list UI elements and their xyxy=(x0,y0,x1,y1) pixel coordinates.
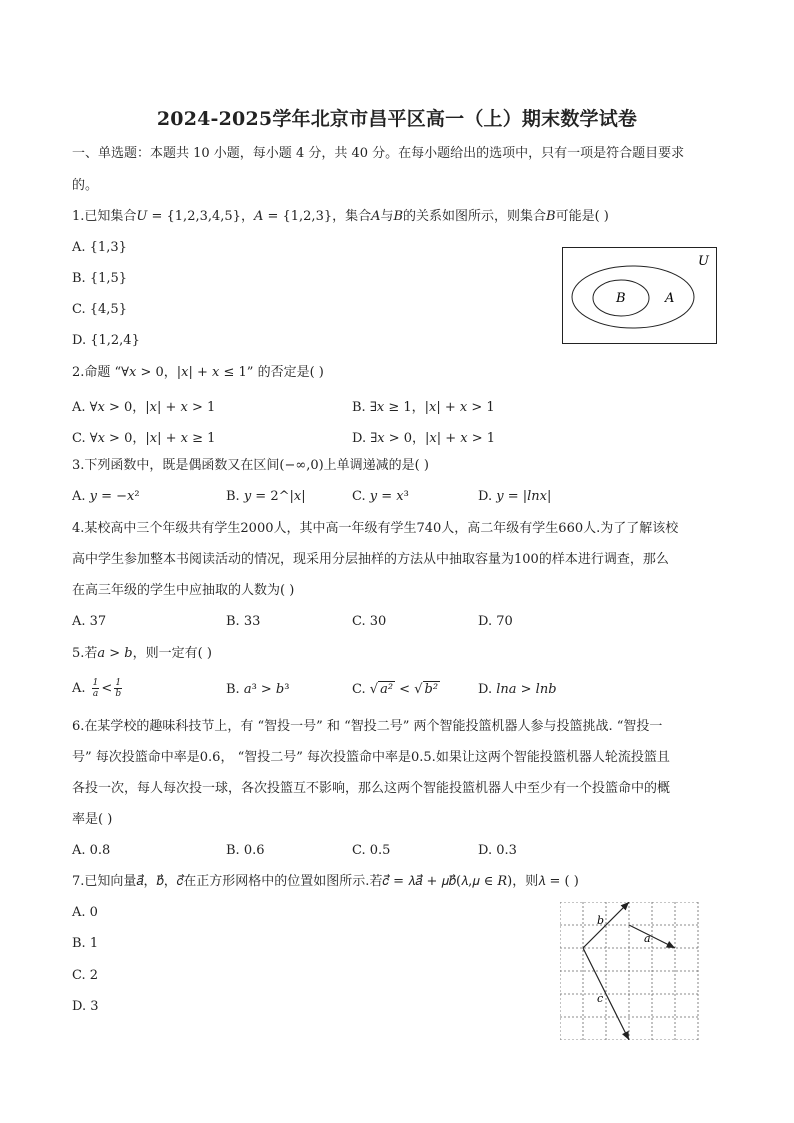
square-grid xyxy=(560,902,698,1040)
q6-option-d: D. 0.3 xyxy=(478,843,517,858)
q3-option-a: A. 𝑦 = −𝑥² xyxy=(72,489,140,504)
q5-option-c-label: C. xyxy=(352,682,366,697)
sqrt-sign-1: √ xyxy=(369,682,379,697)
q6-option-b: B. 0.6 xyxy=(226,843,265,858)
vector-b-label: b xyxy=(597,914,605,927)
vector-a-label: a xyxy=(644,932,651,945)
q1-option-d: D. {1,2,4} xyxy=(72,333,140,348)
question-2-text: 2.命题 “∀𝑥 > 0，|𝑥| + 𝑥 ≤ 1” 的否定是( ) xyxy=(72,365,324,380)
section-heading-cont: 的。 xyxy=(72,178,99,193)
q5-option-b: B. 𝑎³ > 𝑏³ xyxy=(226,682,290,697)
q7-option-b: B. 1 xyxy=(72,936,99,951)
q7-option-c: C. 2 xyxy=(72,968,99,983)
q4-option-b: B. 33 xyxy=(226,614,261,629)
q7-option-d: D. 3 xyxy=(72,999,99,1014)
q2-option-a: A. ∀𝑥 > 0，|𝑥| + 𝑥 > 1 xyxy=(72,400,216,415)
question-4-line-1: 4.某校高中三个年级共有学生2000人，其中高一年级有学生740人，高二年级有学生660人.为了了解该校 xyxy=(72,521,679,536)
universal-set-rect xyxy=(563,248,717,344)
q7-option-a: A. 0 xyxy=(72,905,98,920)
q1-option-a: A. {1,3} xyxy=(72,240,127,255)
q6-option-c: C. 0.5 xyxy=(352,843,391,858)
q4-option-a: A. 37 xyxy=(72,614,107,629)
q3-option-b: B. 𝑦 = 2^|𝑥| xyxy=(226,489,306,504)
q5-option-d: D. 𝑙𝑛𝑎 > 𝑙𝑛𝑏 xyxy=(478,682,557,697)
q2-option-c: C. ∀𝑥 > 0，|𝑥| + 𝑥 ≥ 1 xyxy=(72,431,216,446)
question-3-text: 3.下列函数中，既是偶函数又在区间(−∞,0)上单调递减的是( ) xyxy=(72,458,429,473)
q5-option-c xyxy=(352,682,440,697)
q2-option-b: B. ∃𝑥 ≥ 1，|𝑥| + 𝑥 > 1 xyxy=(352,400,495,415)
question-6-line-1: 6.在某学校的趣味科技节上，有 “智投一号” 和 “智投二号” 两个智能投篮机器人参与投篮挑战. “智投一 xyxy=(72,719,663,734)
q5-option-a-label: A. xyxy=(72,681,86,696)
vector-c-label: c xyxy=(597,992,604,1005)
q4-option-d: D. 70 xyxy=(478,614,513,629)
question-6-line-4: 率是( ) xyxy=(72,812,113,827)
question-6-line-2: 号” 每次投篮命中率是0.6， “智投二号” 每次投篮命中率是0.5.如果让这两个智能投篮机器人轮流投篮且 xyxy=(72,750,670,765)
q3-option-d: D. 𝑦 = |𝑙𝑛𝑥| xyxy=(478,489,552,504)
q5-option-a xyxy=(72,678,124,699)
sqrt-b-squared: b² xyxy=(424,682,439,697)
fraction-1-over-a: $\frac{1}{a}$ xyxy=(92,678,99,699)
question-5-text: 5.若𝑎 > 𝑏，则一定有( ) xyxy=(72,646,212,661)
question-4-line-2: 高中学生参加整本书阅读活动的情况，现采用分层抽样的方法从中抽取容量为100的样本进行调查，那么 xyxy=(72,552,669,567)
venn-label-b: B xyxy=(616,291,626,306)
less-than-c: < xyxy=(399,682,411,697)
vector-grid-diagram xyxy=(560,902,704,1040)
question-6-line-3: 各投一次，每人每次投一球，各次投篮互不影响，那么这两个智能投篮机器人中至少有一个投篮命中的概 xyxy=(72,781,671,796)
q1-option-c: C. {4,5} xyxy=(72,302,127,317)
q2-option-d: D. ∃𝑥 > 0，|𝑥| + 𝑥 > 1 xyxy=(352,431,496,446)
sqrt-a-squared: a² xyxy=(380,682,394,697)
question-1-text: 1.已知集合𝑈 = {1,2,3,4,5}，𝐴 = {1,2,3}，集合𝐴与𝐵的关系如图所示，则集合𝐵可能是( ) xyxy=(72,209,609,224)
venn-diagram xyxy=(562,247,718,345)
fraction-1-over-b: $\frac{1}{b}$ xyxy=(115,678,122,699)
venn-label-u: U xyxy=(698,254,709,269)
section-heading: 一、单选题：本题共 10 小题，每小题 4 分，共 40 分。在每小题给出的选项中，只有一项是符合题目要求 xyxy=(72,146,685,161)
sqrt-sign-2: √ xyxy=(414,682,423,697)
less-than: < xyxy=(101,681,113,696)
q6-option-a: A. 0.8 xyxy=(72,843,111,858)
question-7-text: 7.已知向量𝑎⃗，𝑏⃗，𝑐⃗在正方形网格中的位置如图所示.若𝑐⃗ = 𝜆𝑎⃗ + 𝜇𝑏⃗(𝜆,𝜇 ∈ 𝑅)，则𝜆 = ( ) xyxy=(72,874,579,889)
page-title: 2024-2025学年北京市昌平区高一（上）期末数学试卷 xyxy=(156,108,638,130)
vector-a-arrow xyxy=(629,925,675,948)
question-4-line-3: 在高三年级的学生中应抽取的人数为( ) xyxy=(72,583,295,598)
q1-option-b: B. {1,5} xyxy=(72,271,128,286)
set-a-ellipse xyxy=(572,266,694,328)
q3-option-c: C. 𝑦 = 𝑥³ xyxy=(352,489,409,504)
venn-label-a: A xyxy=(665,291,675,306)
q4-option-c: C. 30 xyxy=(352,614,387,629)
